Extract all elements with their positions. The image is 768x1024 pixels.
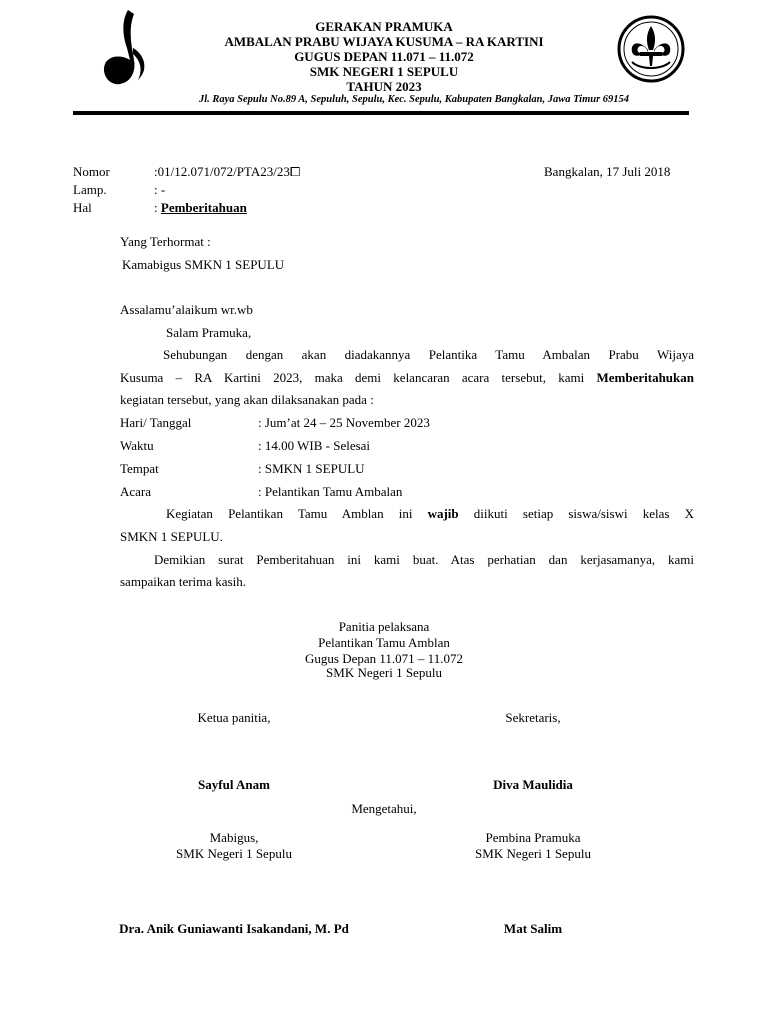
panitia-line1: Panitia pelaksana (338, 619, 430, 634)
paragraph2-line2: SMKN 1 SEPULU. (120, 529, 223, 544)
detail-label-waktu: Waktu (120, 438, 154, 453)
lamp-label: Lamp. (73, 182, 107, 197)
hal-line (154, 200, 247, 216)
p2-text-c: diikuti setiap siswa/siswi kelas X (458, 506, 694, 521)
detail-value-tempat: : SMKN 1 SEPULU (258, 461, 365, 476)
mengetahui: Mengetahui, (351, 801, 417, 816)
panitia-line3: Gugus Depan 11.071 – 11.072 (305, 651, 463, 666)
paragraph1-line3: kegiatan tersebut, yang akan dilaksanakan pada : (120, 392, 374, 407)
p2-emphasis: wajib (427, 506, 459, 521)
org-name: GERAKAN PRAMUKA (315, 19, 453, 34)
paragraph3-line2: sampaikan terima kasih. (120, 574, 246, 589)
ambalan-name: AMBALAN PRABU WIJAYA KUSUMA – RA KARTINI (224, 34, 544, 49)
detail-value-waktu: : 14.00 WIB - Selesai (258, 438, 371, 453)
panitia-line2: Pelantikan Tamu Amblan (318, 635, 450, 650)
pembina-role: Pembina Pramuka (485, 830, 581, 845)
mabigus-org: SMK Negeri 1 Sepulu (176, 846, 292, 861)
paragraph1-line2 (120, 370, 694, 386)
ketua-role: Ketua panitia, (197, 710, 271, 725)
detail-value-acara: : Pelantikan Tamu Ambalan (258, 484, 403, 499)
paragraph3-line1: Demikian surat Pemberitahuan ini kami buat. Atas perhatian dan kerjasamanya, kami (154, 552, 694, 567)
year: TAHUN 2023 (346, 79, 422, 94)
pembina-org: SMK Negeri 1 Sepulu (475, 846, 591, 861)
detail-label-tempat: Tempat (120, 461, 159, 476)
hal-label: Hal (73, 200, 92, 215)
nomor-label: Nomor (73, 164, 110, 179)
hal-colon: : (154, 200, 161, 215)
mabigus-role: Mabigus, (209, 830, 259, 845)
letter-date: Bangkalan, 17 Juli 2018 (544, 164, 671, 179)
detail-label-acara: Acara (120, 484, 152, 499)
panitia-line4: SMK Negeri 1 Sepulu (326, 665, 442, 680)
recipient-greeting: Yang Terhormat : (120, 234, 211, 249)
paragraph2-line1 (166, 506, 694, 522)
detail-label-hari: Hari/ Tanggal (120, 415, 192, 430)
lamp-value: : - (154, 182, 166, 197)
ketua-name: Sayful Anam (198, 777, 270, 792)
school-name: SMK NEGERI 1 SEPULU (309, 64, 459, 79)
paragraph1-line1: Sehubungan dengan akan diadakannya Pelantika Tamu Ambalan Prabu Wijaya (163, 347, 694, 362)
sekretaris-role: Sekretaris, (505, 710, 561, 725)
pembina-name: Mat Salim (503, 921, 563, 936)
recipient-name: Kamabigus SMKN 1 SEPULU (122, 257, 285, 272)
nomor-value: :01/12.071/072/PTA23/23⧠ (154, 164, 301, 179)
mabigus-name: Dra. Anik Guniawanti Isakandani, M. Pd (119, 921, 349, 936)
hal-value: Pemberitahuan (160, 200, 247, 215)
detail-value-hari: : Jum’at 24 – 25 November 2023 (258, 415, 430, 430)
address: Jl. Raya Sepulu No.89 A, Sepuluh, Sepulu, Kec. Sepulu, Kabupaten Bangkalan, Jawa Timur 69154 (198, 94, 630, 105)
salam-pramuka: Salam Pramuka, (166, 325, 252, 340)
header-rule (73, 111, 689, 115)
gugus-depan: GUGUS DEPAN 11.071 – 11.072 (294, 49, 474, 64)
salam-opening: Assalamu’alaikum wr.wb (120, 302, 253, 317)
p1-text: Kusuma – RA Kartini 2023, maka demi kelancaran acara tersebut, kami (120, 370, 597, 385)
p2-text-a: Kegiatan Pelantikan Tamu Amblan ini (166, 506, 428, 521)
p1-emphasis: Memberitahukan (596, 370, 694, 385)
sekretaris-name: Diva Maulidia (493, 777, 573, 792)
